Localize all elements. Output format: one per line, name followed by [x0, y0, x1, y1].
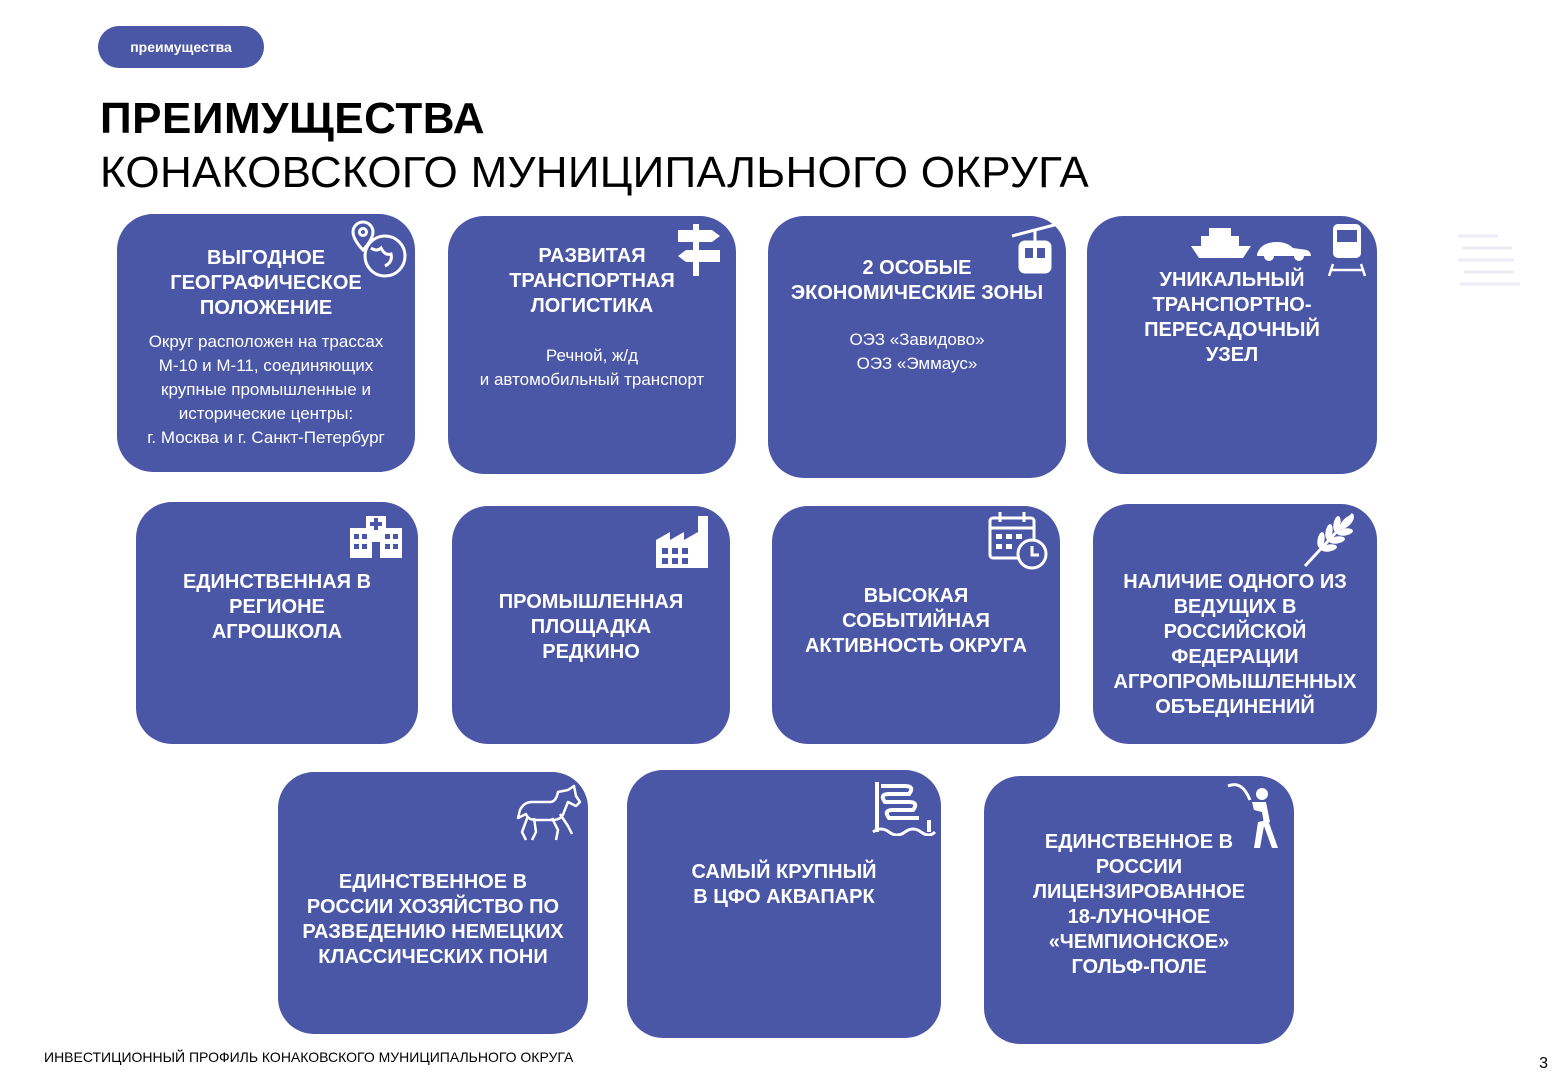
- calendar-clock-icon: [986, 508, 1050, 572]
- card-title: ЕДИНСТВЕННАЯ В РЕГИОНЕ АГРОШКОЛА: [182, 571, 372, 643]
- card-economic-zones: [768, 216, 1066, 478]
- card-pony-farm: [278, 772, 588, 1034]
- card-golf: [984, 776, 1294, 1044]
- card-text: ОЭЗ «Завидово» ОЭЗ «Эммаус»: [849, 330, 985, 373]
- water-slide-icon: [871, 780, 937, 836]
- card-title: ВЫГОДНОЕ ГЕОГРАФИЧЕСКОЕ ПОЛОЖЕНИЕ: [170, 247, 362, 319]
- card-title: ПРОМЫШЛЕННАЯ ПЛОЩАДКА РЕДКИНО: [498, 591, 684, 663]
- card-title: ВЫСОКАЯ СОБЫТИЙНАЯ АКТИВНОСТЬ ОКРУГА: [804, 585, 1028, 657]
- school-building-icon: [348, 512, 404, 560]
- card-agro-holdings: [1093, 504, 1377, 744]
- page-title: ПРЕИМУЩЕСТВА: [100, 94, 486, 143]
- faint-watermark-icon: [1452, 226, 1528, 299]
- card-text: Округ расположен на трассах М-10 и М-11, соединяющих крупные промышленные и исторические центры: г. Москва и г. Санкт-Петербург: [147, 332, 385, 447]
- card-title: РАЗВИТАЯ ТРАНСПОРТНАЯ ЛОГИСТИКА: [509, 245, 675, 317]
- page-subtitle: КОНАКОВСКОГО МУНИЦИПАЛЬНОГО ОКРУГА: [100, 148, 1089, 197]
- card-logistics: [448, 216, 736, 474]
- card-industrial-site: [452, 506, 730, 744]
- horse-icon: [512, 784, 582, 846]
- card-title: НАЛИЧИЕ ОДНОГО ИЗ ВЕДУЩИХ В РОССИЙСКОЙ ФЕДЕРАЦИИ АГРОПРОМЫШЛЕННЫХ ОБЪЕДИНЕНИЙ: [1113, 571, 1357, 718]
- footer-text: ИНВЕСТИЦИОННЫЙ ПРОФИЛЬ КОНАКОВСКОГО МУНИЦИПАЛЬНОГО ОКРУГА: [44, 1049, 574, 1065]
- card-title: ЕДИНСТВЕННОЕ В РОССИИ ХОЗЯЙСТВО ПО РАЗВЕДЕНИЮ НЕМЕЦКИХ КЛАССИЧЕСКИХ ПОНИ: [302, 871, 564, 968]
- card-events: [772, 506, 1060, 744]
- card-transport-hub: [1087, 216, 1377, 474]
- card-title: УНИКАЛЬНЫЙ ТРАНСПОРТНО- ПЕРЕСАДОЧНЫЙ УЗЕЛ: [1144, 269, 1320, 366]
- card-title: ЕДИНСТВЕННОЕ В РОССИИ ЛИЦЕНЗИРОВАННОЕ 18-ЛУНОЧНОЕ «ЧЕМПИОНСКОЕ» ГОЛЬФ-ПОЛЕ: [1032, 831, 1245, 978]
- section-badge: преимущества: [98, 26, 264, 68]
- card-title: 2 ОСОБЫЕ ЭКОНОМИЧЕСКИЕ ЗОНЫ: [790, 257, 1044, 304]
- card-title: САМЫЙ КРУПНЫЙ В ЦФО АКВАПАРК: [691, 861, 877, 908]
- wheat-icon: [1299, 508, 1361, 570]
- factory-icon: [654, 512, 712, 570]
- page-number: 3: [1539, 1055, 1548, 1072]
- card-geography: [117, 214, 415, 472]
- card-aquapark: [627, 770, 941, 1038]
- card-text: Речной, ж/д и автомобильный транспорт: [479, 346, 705, 389]
- card-agroschool: [136, 502, 418, 744]
